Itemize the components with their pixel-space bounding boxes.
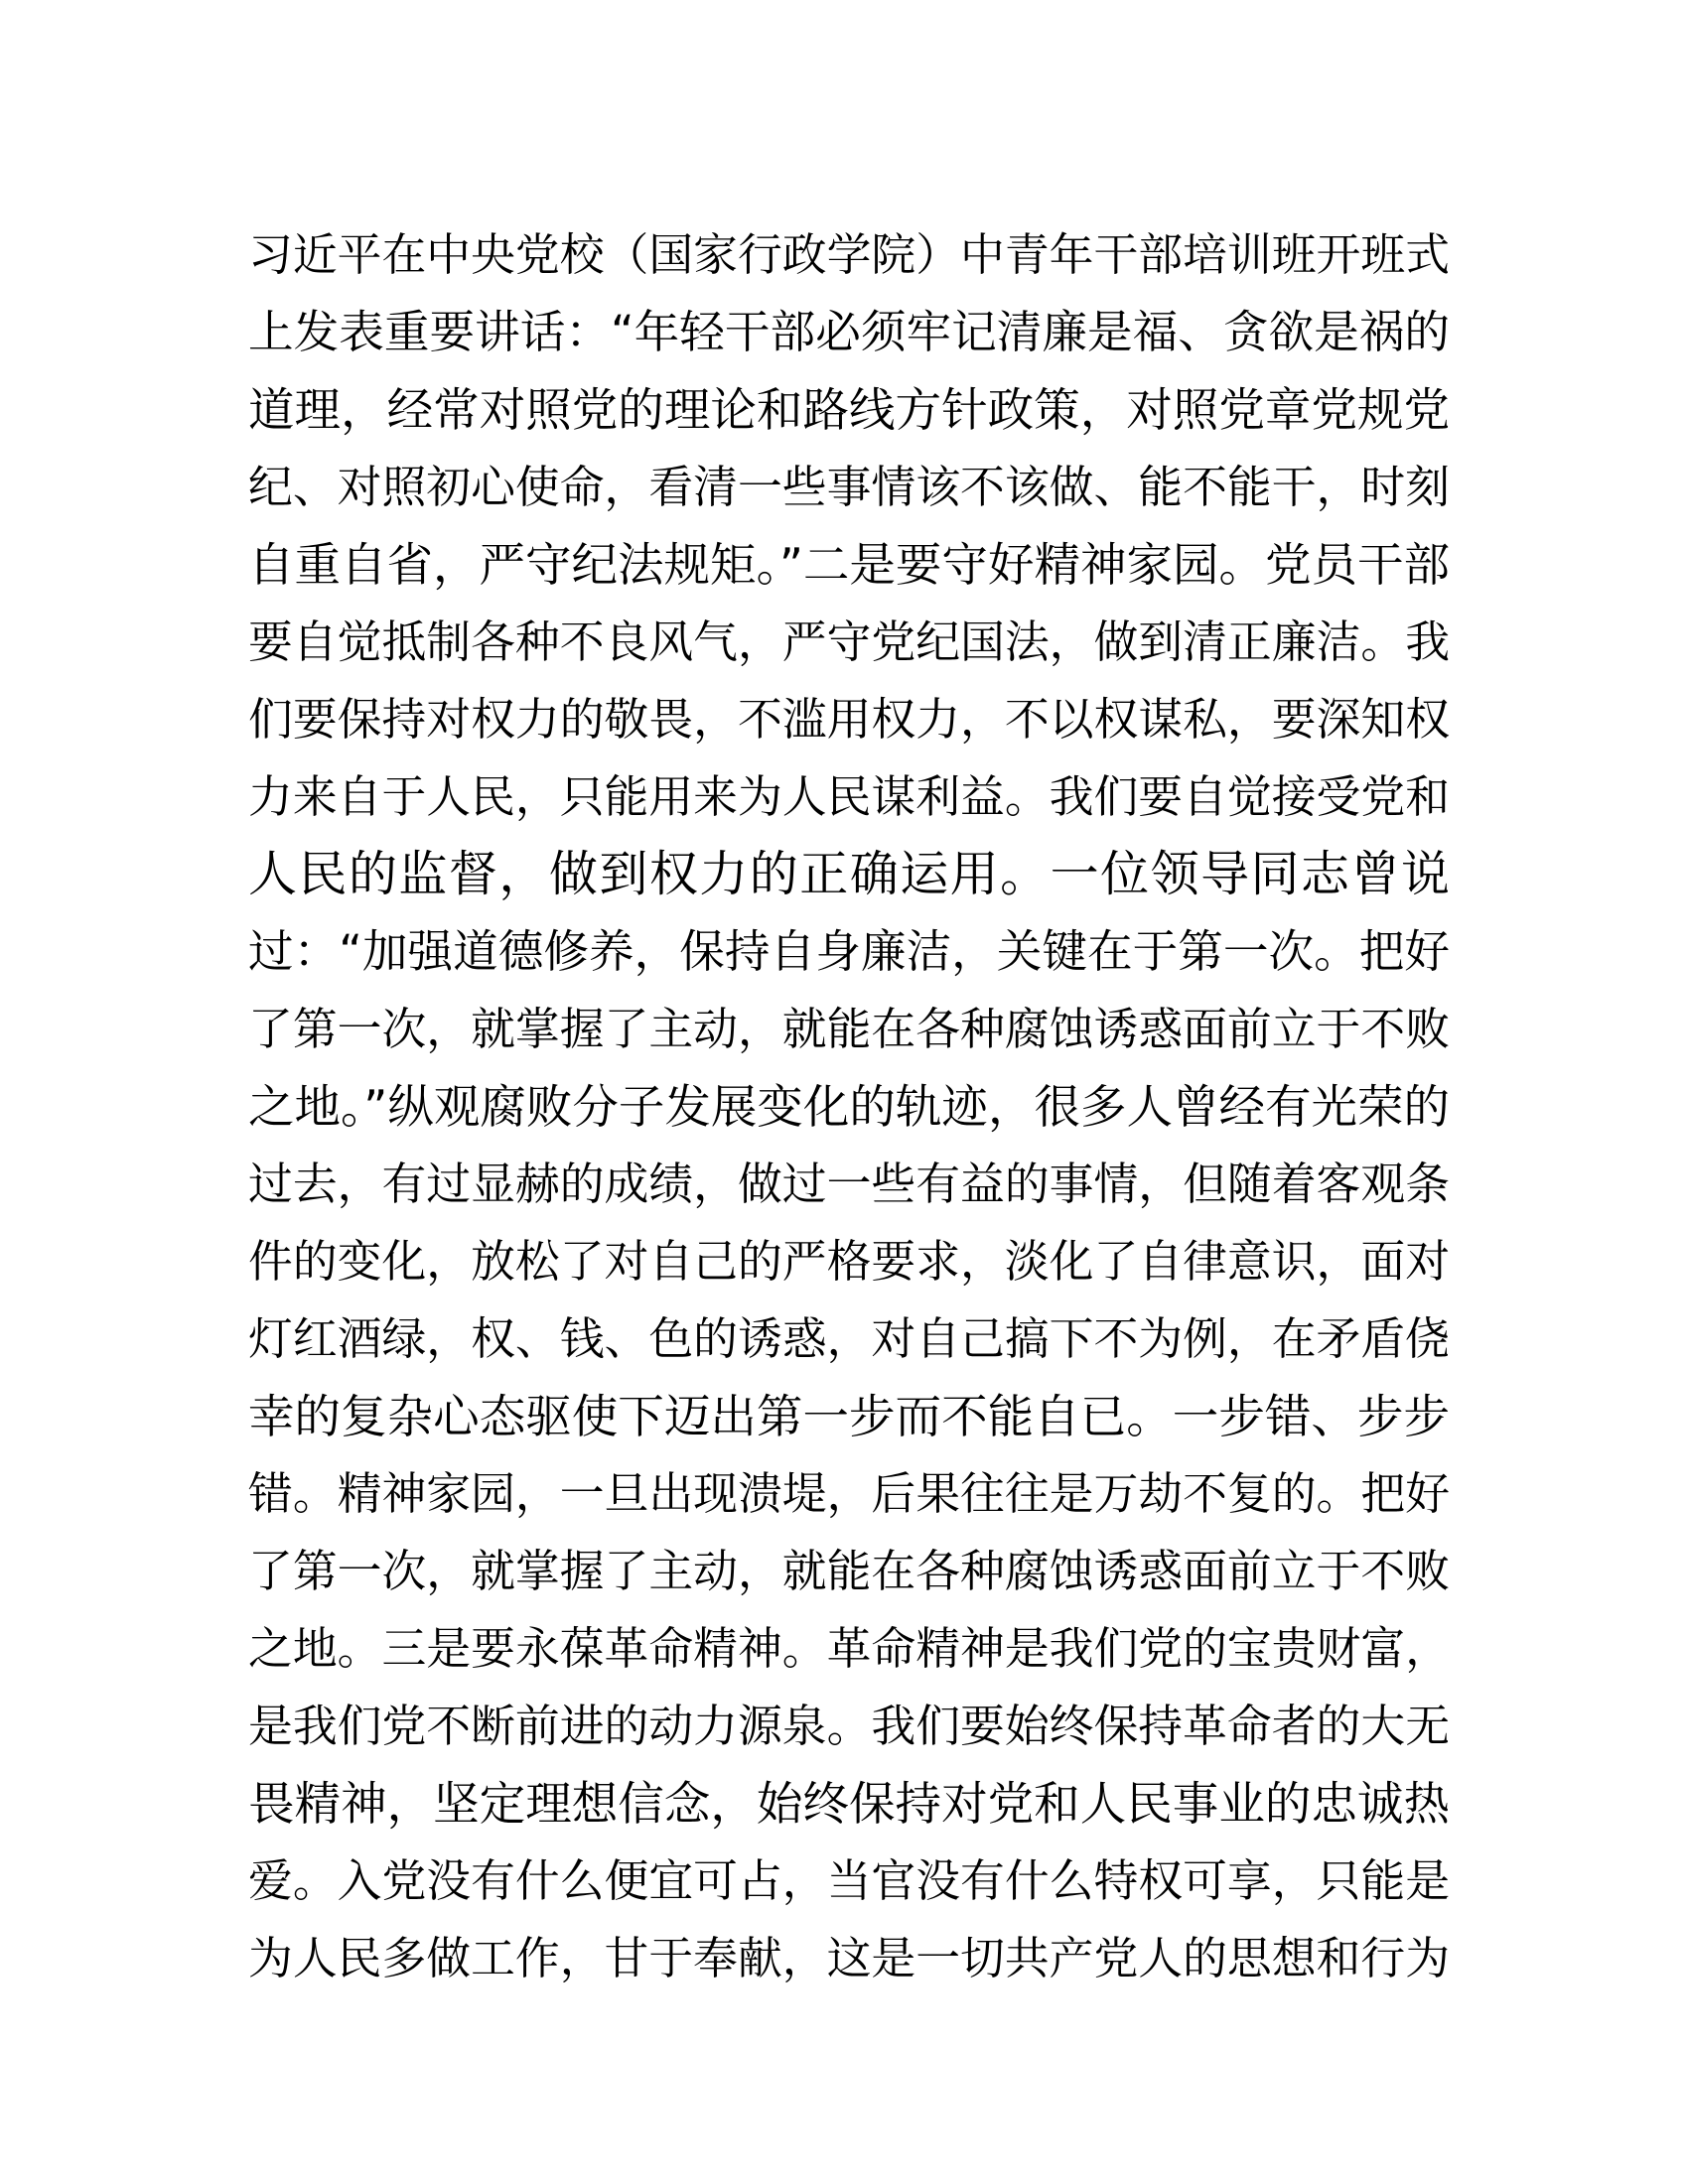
text-line: 们要保持对权力的敬畏，不滥用权力，不以权谋私，要深知权: [248, 693, 1450, 746]
body-paragraph: [248, 216, 1450, 1997]
text-line: 习近平在中央党校（国家行政学院）中青年干部培训班开班式: [248, 228, 1450, 281]
text-line: 灯红酒绿，权、钱、色的诱惑，对自己搞下不为例，在矛盾侥: [248, 1312, 1450, 1365]
text-line: 要自觉抵制各种不良风气，严守党纪国法，做到清正廉洁。我: [248, 615, 1450, 668]
text-line: 了第一次，就掌握了主动，就能在各种腐蚀诱惑面前立于不败: [248, 1003, 1450, 1055]
text-line: 件的变化，放松了对自己的严格要求，淡化了自律意识，面对: [248, 1235, 1450, 1288]
text-line: 过去，有过显赫的成绩，做过一些有益的事情，但随着客观条: [248, 1158, 1450, 1210]
text-line: 自重自省，严守纪法规矩。”二是要守好精神家园。党员干部: [248, 538, 1450, 592]
text-line: 错。精神家园，一旦出现溃堤，后果往往是万劫不复的。把好: [248, 1467, 1450, 1520]
text-line: 之地。三是要永葆革命精神。革命精神是我们党的宝贵财富，: [248, 1622, 1450, 1675]
text-line: 纪、对照初心使命，看清一些事情该不该做、能不能干，时刻: [248, 461, 1450, 513]
text-line: 力来自于人民，只能用来为人民谋利益。我们要自觉接受党和: [248, 770, 1450, 823]
text-line: 人民的监督，做到权力的正确运用。一位领导同志曾说: [248, 846, 1450, 902]
text-line: 之地。”纵观腐败分子发展变化的轨迹，很多人曾经有光荣的: [248, 1080, 1450, 1134]
text-line: 过：“加强道德修养，保持自身廉洁，关键在于第一次。把好: [248, 925, 1450, 978]
text-line: 畏精神，坚定理想信念，始终保持对党和人民事业的忠诚热: [248, 1777, 1450, 1831]
text-line: 道理，经常对照党的理论和路线方针政策，对照党章党规党: [248, 383, 1450, 437]
text-line: 幸的复杂心态驱使下迈出第一步而不能自已。一步错、步步: [248, 1390, 1450, 1443]
text-line: 上发表重要讲话：“年轻干部必须牢记清廉是福、贪欲是祸的: [248, 306, 1450, 358]
text-line: 爱。入党没有什么便宜可占，当官没有什么特权可享，只能是: [248, 1854, 1450, 1907]
text-line: 是我们党不断前进的动力源泉。我们要始终保持革命者的大无: [248, 1700, 1450, 1752]
text-line: 为人民多做工作，甘于奉献，这是一切共产党人的思想和行为: [248, 1932, 1450, 1984]
text-line: 了第一次，就掌握了主动，就能在各种腐蚀诱惑面前立于不败: [248, 1545, 1450, 1597]
